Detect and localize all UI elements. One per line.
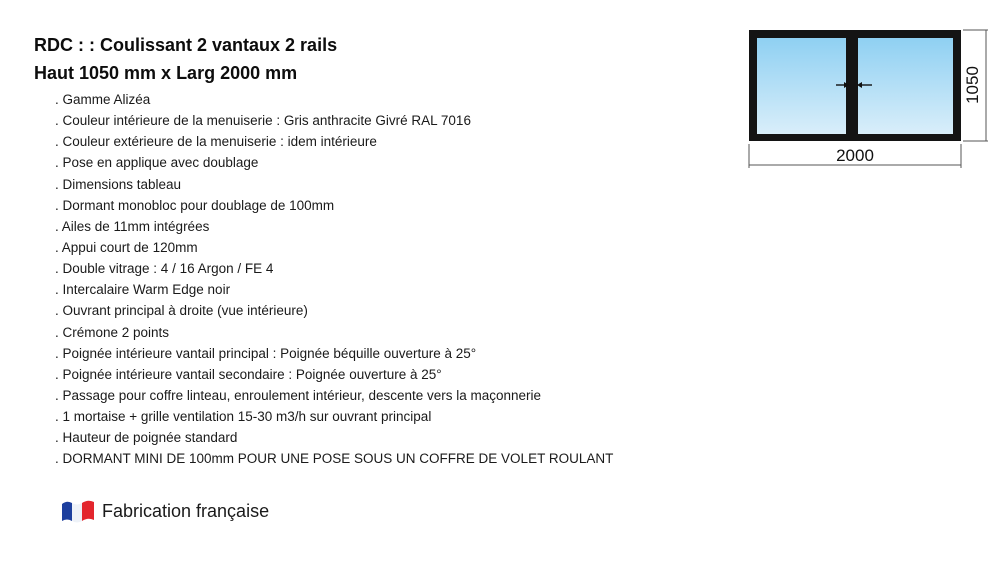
french-flag-icon bbox=[60, 498, 96, 524]
spec-item: . Hauteur de poignée standard bbox=[55, 430, 238, 446]
spec-item: . 1 mortaise + grille ventilation 15-30 m3/h sur ouvrant principal bbox=[55, 409, 432, 425]
height-label: 1050 bbox=[963, 66, 982, 104]
spec-item: . DORMANT MINI DE 100mm POUR UNE POSE SOUS UN COFFRE DE VOLET ROULANT bbox=[55, 451, 614, 467]
spec-item: . Poignée intérieure vantail principal : Poignée béquille ouverture à 25° bbox=[55, 345, 477, 361]
title-line-2: Haut 1050 mm x Larg 2000 mm bbox=[34, 63, 298, 83]
spec-item: . Appui court de 120mm bbox=[55, 239, 198, 255]
spec-item: . Couleur extérieure de la menuiserie : idem intérieure bbox=[55, 134, 377, 150]
glass-panel-right bbox=[858, 38, 953, 134]
spec-item: . Intercalaire Warm Edge noir bbox=[55, 282, 231, 298]
spec-item: . Couleur intérieure de la menuiserie : Gris anthracite Givré RAL 7016 bbox=[55, 113, 471, 129]
spec-item: . Ailes de 11mm intégrées bbox=[55, 218, 210, 234]
spec-item: . Passage pour coffre linteau, enroulement intérieur, descente vers la maçonnerie bbox=[55, 387, 542, 403]
spec-item: . Gamme Alizéa bbox=[55, 92, 151, 107]
spec-item: . Crémone 2 points bbox=[55, 324, 170, 340]
window-diagram bbox=[740, 20, 990, 180]
glass-panel-left bbox=[757, 38, 846, 134]
spec-item: . Poignée intérieure vantail secondaire : Poignée ouverture à 25° bbox=[55, 366, 442, 382]
title-line-1: RDC : : Coulissant 2 vantaux 2 rails bbox=[34, 35, 338, 55]
width-label: 2000 bbox=[836, 146, 874, 165]
spec-list bbox=[55, 89, 613, 470]
spec-item: . Double vitrage : 4 / 16 Argon / FE 4 bbox=[55, 261, 274, 277]
spec-item: . Dimensions tableau bbox=[55, 176, 182, 192]
made-in-label: Fabrication française bbox=[102, 501, 270, 521]
spec-item: . Dormant monobloc pour doublage de 100mm bbox=[55, 197, 335, 213]
sliding-window-icon bbox=[740, 20, 990, 180]
spec-item: . Ouvrant principal à droite (vue intérieure) bbox=[55, 303, 308, 319]
made-in-france-badge bbox=[60, 497, 269, 525]
spec-item: . Pose en applique avec doublage bbox=[55, 155, 259, 171]
